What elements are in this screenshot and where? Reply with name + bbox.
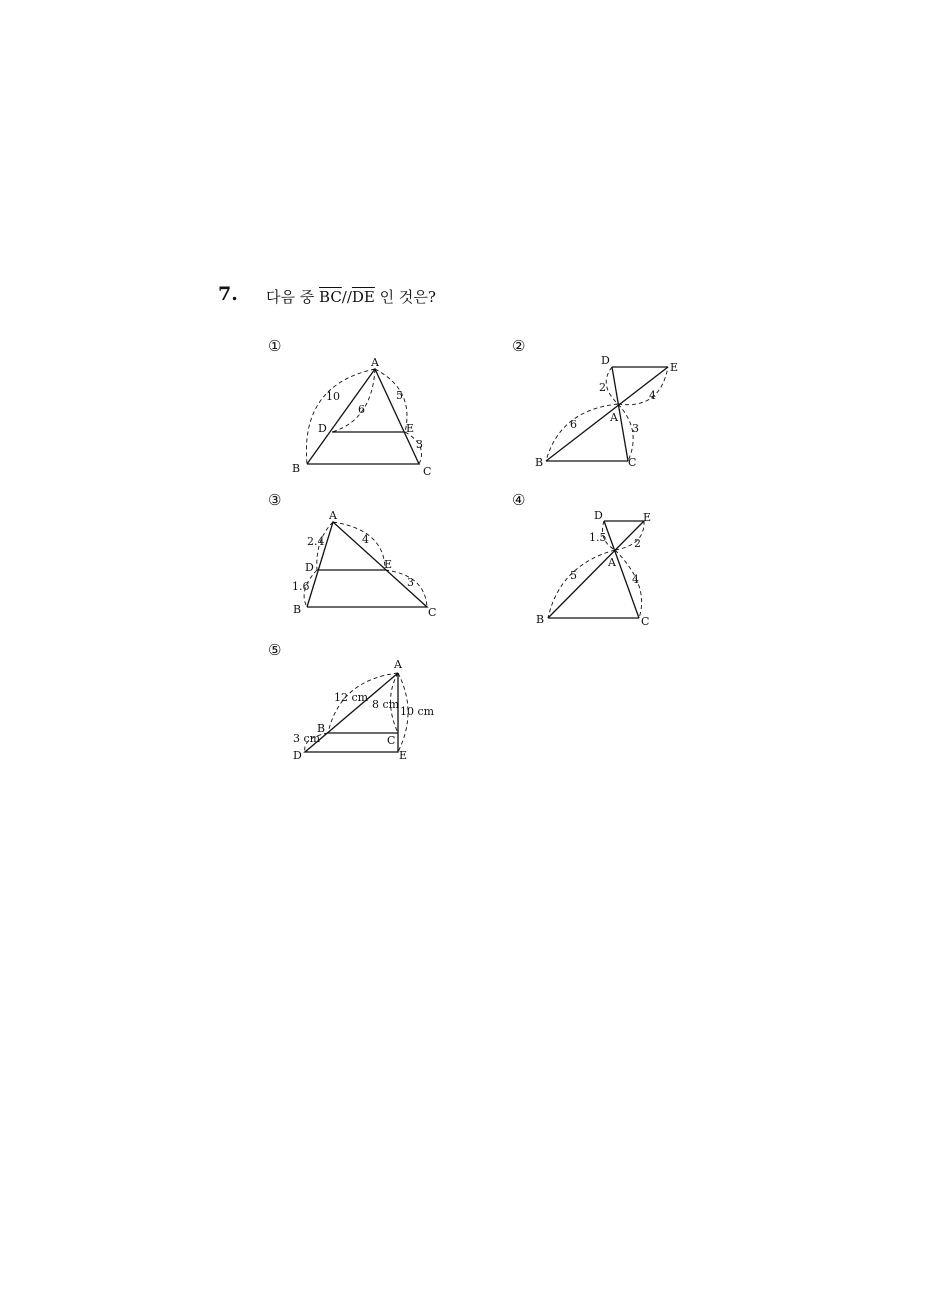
- fig5-length-bd: 3 cm: [293, 732, 321, 745]
- fig2-length-da: 2: [599, 381, 606, 394]
- fig4-length-ae: 2: [634, 537, 641, 550]
- fig4-label-e: E: [643, 511, 652, 524]
- figure-1: [292, 356, 431, 478]
- fig2-label-c: C: [628, 456, 637, 469]
- fig4-length-da: 1.5: [589, 531, 607, 544]
- figure-2: [535, 354, 678, 469]
- fig3-label-c: C: [428, 606, 437, 619]
- figure-5: [293, 658, 435, 762]
- fig4-label-d: D: [594, 509, 603, 522]
- fig3-length-ae: 4: [362, 533, 369, 546]
- fig5-label-e: E: [399, 749, 408, 762]
- fig3-length-db: 1.6: [292, 580, 310, 593]
- fig2-label-e: E: [670, 361, 679, 374]
- segment-bc: $\overline{BC}$: [319, 288, 342, 306]
- fig1-label-c: C: [423, 465, 432, 478]
- fig3-label-a: A: [329, 509, 337, 522]
- fig2-segment-eb: [546, 367, 668, 461]
- fig5-length-ab: 12 cm: [334, 691, 369, 704]
- fig1-length-ab: 10: [326, 390, 340, 403]
- segment-de: $\overline{DE}$: [351, 288, 375, 306]
- fig2-label-d: D: [601, 354, 610, 367]
- fig2-label-b: B: [535, 456, 544, 469]
- fig4-label-a: A: [608, 556, 616, 569]
- figure-3: [292, 509, 436, 619]
- fig5-length-ac: 8 cm: [372, 698, 400, 711]
- fig2-label-a: A: [610, 411, 618, 424]
- choice-4-marker[interactable]: ④: [512, 491, 526, 509]
- fig4-label-c: C: [641, 615, 650, 628]
- fig1-label-b: B: [292, 462, 301, 475]
- fig4-length-ac: 4: [632, 573, 639, 586]
- fig4-length-ab: 5: [570, 569, 577, 582]
- question-text-after: 인 것은?: [374, 288, 436, 306]
- choice-5-marker[interactable]: ⑤: [268, 641, 282, 659]
- fig5-label-c: C: [387, 734, 396, 747]
- fig2-length-ae: 4: [649, 389, 656, 402]
- choice-2-marker[interactable]: ②: [512, 337, 526, 355]
- fig2-arc-da: [606, 367, 618, 404]
- fig1-label-d: D: [318, 422, 327, 435]
- choice-1-marker[interactable]: ①: [268, 337, 282, 355]
- fig2-length-ac: 3: [632, 422, 639, 435]
- fig3-length-ec: 3: [407, 576, 414, 589]
- parallel-symbol: //: [341, 288, 352, 306]
- fig5-label-a: A: [394, 658, 402, 671]
- figure-4: [536, 509, 651, 628]
- fig5-label-d: D: [293, 749, 302, 762]
- fig4-segment-dc: [604, 521, 639, 618]
- fig2-length-ab: 6: [570, 418, 577, 431]
- fig1-label-e: E: [406, 422, 415, 435]
- fig3-label-d: D: [305, 561, 314, 574]
- fig1-length-ae: 5: [396, 389, 403, 402]
- fig5-length-ae: 10 cm: [400, 705, 435, 718]
- fig3-label-b: B: [293, 603, 302, 616]
- fig1-length-ec: 3: [416, 438, 423, 451]
- fig5-label-b: B: [317, 722, 326, 735]
- question-text-before: 다음 중: [266, 288, 320, 306]
- fig4-label-b: B: [536, 613, 545, 626]
- fig1-triangle-abc: [307, 369, 419, 464]
- choice-3-marker[interactable]: ③: [268, 491, 282, 509]
- question-number: 7.: [218, 283, 238, 305]
- fig3-length-ad: 2.4: [307, 535, 325, 548]
- fig3-label-e: E: [384, 558, 393, 571]
- fig1-length-ad: 6: [358, 403, 365, 416]
- fig1-label-a: A: [371, 356, 379, 369]
